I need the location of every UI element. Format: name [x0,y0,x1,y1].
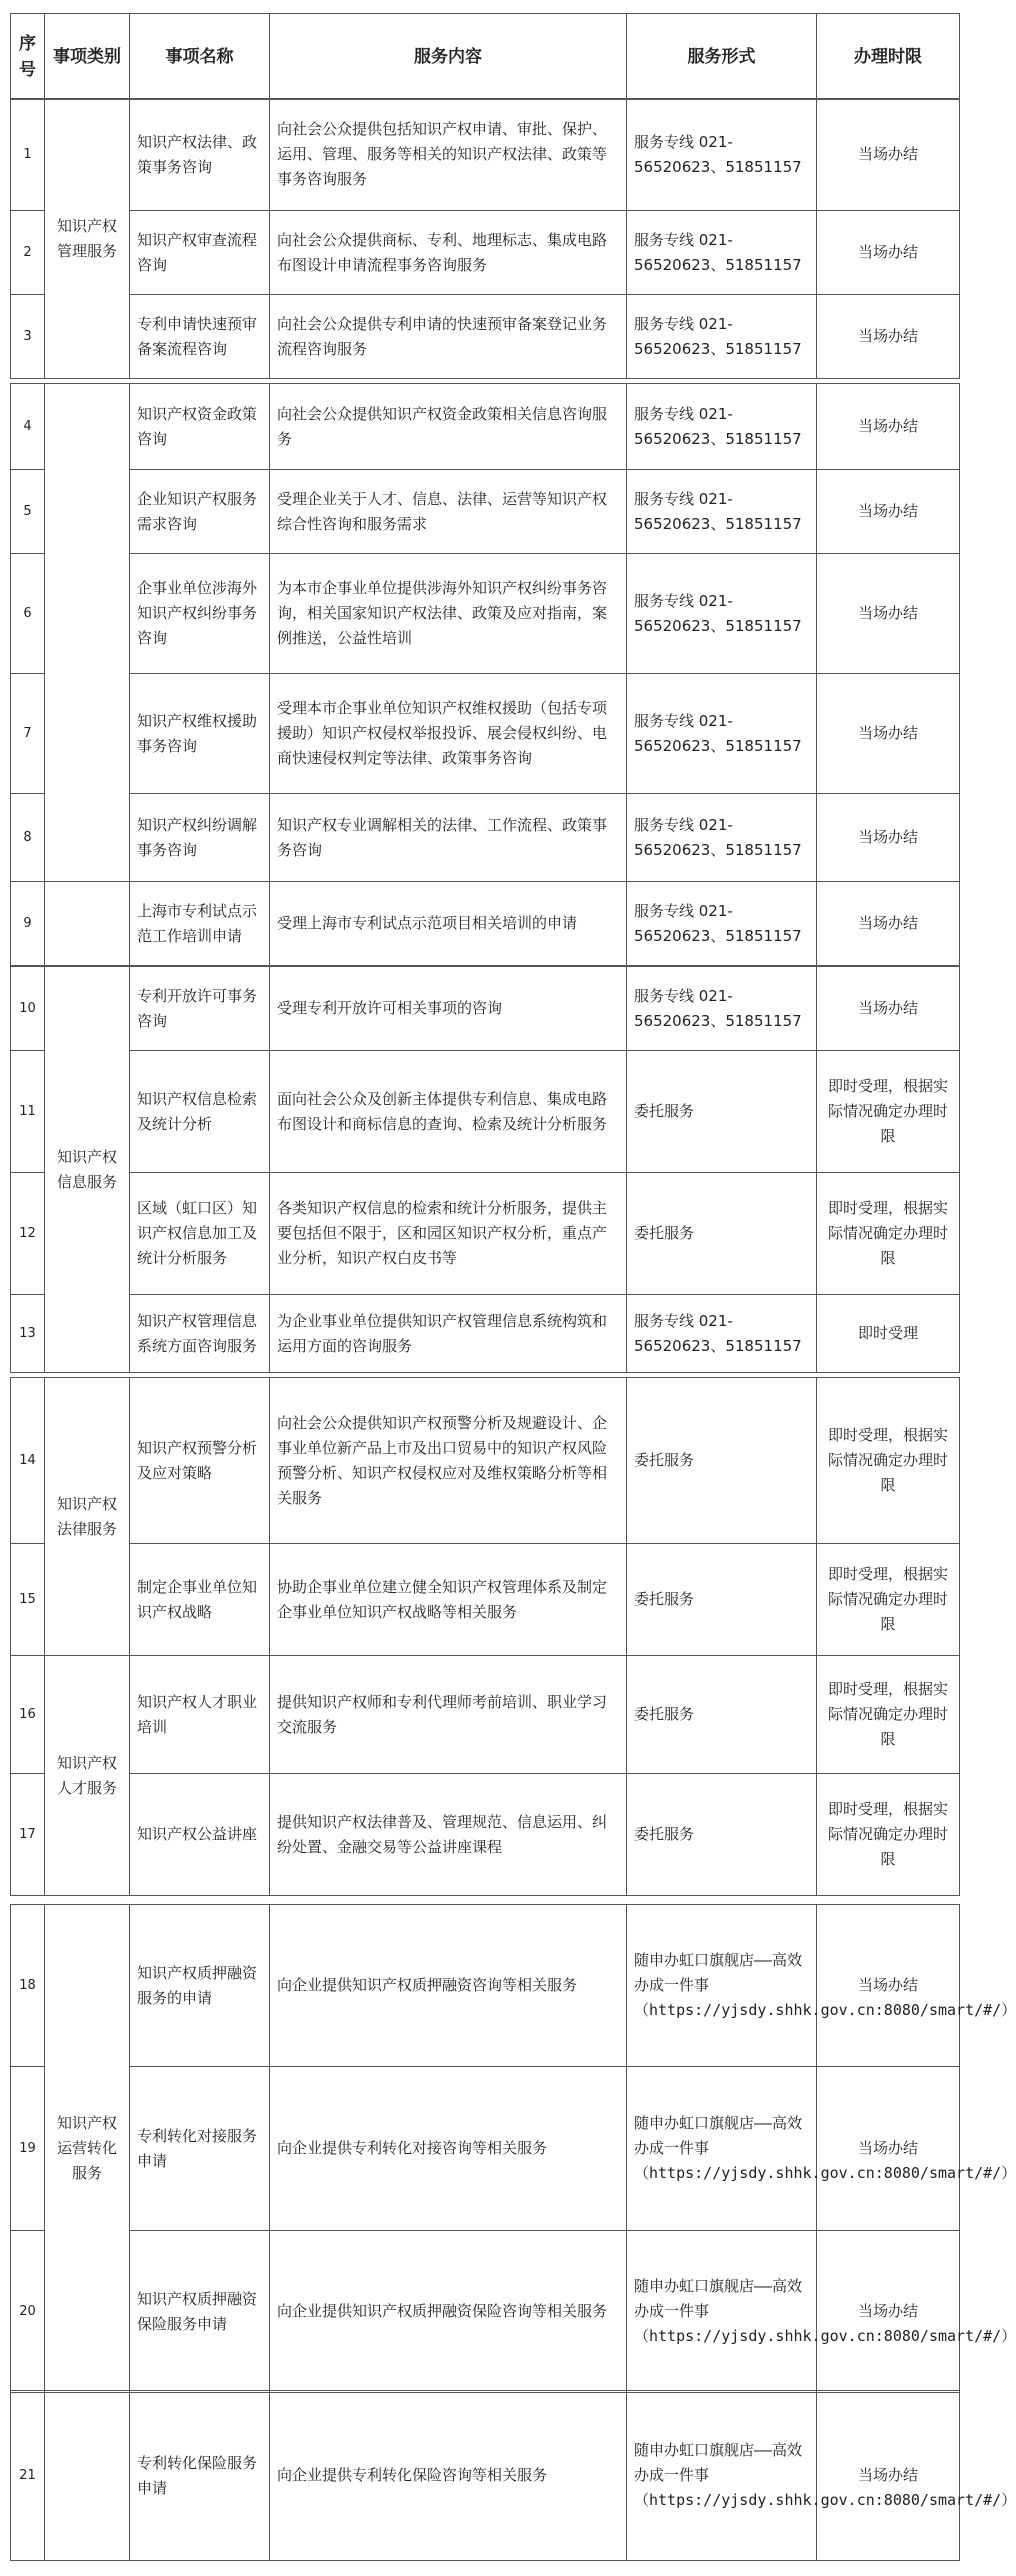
service-form: 服务专线 021-56520623、51851157 [627,794,817,882]
table-row [11,1051,960,1173]
table-row [11,674,960,794]
table-group [10,966,960,1373]
item-name: 上海市专利试点示范工作培训申请 [130,882,270,966]
category-cell [45,384,130,882]
table-row [11,554,960,674]
service-form: 随申办虹口旗舰店——高效办成一件事（https://yjsdy.shhk.gov.cn:8080/smart/#/） [627,1905,817,2067]
service-form: 委托服务 [627,1774,817,1896]
service-content: 向社会公众提供商标、专利、地理标志、集成电路布图设计申请流程事务咨询服务 [270,211,627,295]
row-number: 21 [11,2391,45,2561]
category-cell [45,882,130,966]
table-row [11,882,960,966]
row-number: 11 [11,1051,45,1173]
service-form: 委托服务 [627,1378,817,1544]
category-cell: 知识产权信息服务 [45,967,130,1373]
service-content: 向社会公众提供包括知识产权申请、审批、保护、运用、管理、服务等相关的知识产权法律、政策等事务咨询服务 [270,99,627,211]
service-form: 服务专线 021-56520623、51851157 [627,384,817,470]
header-time: 办理时限 [817,14,960,100]
row-number: 9 [11,882,45,966]
table-row [11,967,960,1051]
table-row [11,211,960,295]
table-group [10,1904,1016,2393]
row-number: 14 [11,1378,45,1544]
item-name: 专利申请快速预审备案流程咨询 [130,295,270,379]
table-row [11,2067,960,2231]
table-row [11,1544,960,1656]
item-name: 知识产权法律、政策事务咨询 [130,99,270,211]
service-content: 受理本市企事业单位知识产权维权援助（包括专项援助）知识产权侵权举报投诉、展会侵权纠纷、电商快速侵权判定等法律、政策事务咨询 [270,674,627,794]
processing-time: 当场办结 [817,794,960,882]
service-form: 服务专线 021-56520623、51851157 [627,470,817,554]
processing-time: 当场办结 [817,1905,960,2067]
item-name: 知识产权维权援助事务咨询 [130,674,270,794]
row-number: 13 [11,1295,45,1373]
service-form: 随申办虹口旗舰店——高效办成一件事（https://yjsdy.shhk.gov.cn:8080/smart/#/） [627,2231,817,2393]
processing-time: 当场办结 [817,554,960,674]
row-number: 3 [11,295,45,379]
service-content: 向企业提供专利转化对接咨询等相关服务 [270,2067,627,2231]
header-category: 事项类别 [45,14,130,100]
item-name: 知识产权审查流程咨询 [130,211,270,295]
row-number: 15 [11,1544,45,1656]
table-row [11,1656,960,1774]
table-group [10,881,960,966]
service-content: 受理专利开放许可相关事项的咨询 [270,967,627,1051]
table-group [10,383,960,882]
service-form: 委托服务 [627,1656,817,1774]
item-name: 专利开放许可事务咨询 [130,967,270,1051]
category-cell: 知识产权法律服务 [45,1378,130,1656]
service-form: 随申办虹口旗舰店——高效办成一件事（https://yjsdy.shhk.gov.cn:8080/smart/#/） [627,2067,817,2231]
table-row [11,1378,960,1544]
service-form: 服务专线 021-56520623、51851157 [627,882,817,966]
service-form: 服务专线 021-56520623、51851157 [627,554,817,674]
processing-time: 当场办结 [817,2231,960,2393]
item-name: 区域（虹口区）知识产权信息加工及统计分析服务 [130,1173,270,1295]
processing-time: 即时受理 [817,1295,960,1373]
service-form: 服务专线 021-56520623、51851157 [627,1295,817,1373]
processing-time: 当场办结 [817,674,960,794]
service-content: 各类知识产权信息的检索和统计分析服务，提供主要包括但不限于，区和园区知识产权分析，重点产业分析，知识产权白皮书等 [270,1173,627,1295]
service-form: 服务专线 021-56520623、51851157 [627,967,817,1051]
service-content: 向企业提供知识产权质押融资保险咨询等相关服务 [270,2231,627,2393]
table-row [11,794,960,882]
processing-time: 当场办结 [817,470,960,554]
table-row [11,1173,960,1295]
row-number: 4 [11,384,45,470]
table-group [10,1655,960,1896]
service-form: 随申办虹口旗舰店——高效办成一件事（https://yjsdy.shhk.gov.cn:8080/smart/#/） [627,2391,817,2561]
table-group [10,98,960,379]
service-form: 服务专线 021-56520623、51851157 [627,295,817,379]
item-name: 知识产权管理信息系统方面咨询服务 [130,1295,270,1373]
row-number: 19 [11,2067,45,2231]
row-number: 10 [11,967,45,1051]
row-number: 5 [11,470,45,554]
table-row [11,1295,960,1373]
row-number: 7 [11,674,45,794]
row-number: 12 [11,1173,45,1295]
processing-time: 当场办结 [817,211,960,295]
item-name: 知识产权人才职业培训 [130,1656,270,1774]
service-content: 为本市企事业单位提供涉海外知识产权纠纷事务咨询，相关国家知识产权法律、政策及应对指南，案例推送，公益性培训 [270,554,627,674]
item-name: 知识产权信息检索及统计分析 [130,1051,270,1173]
processing-time: 当场办结 [817,2067,960,2231]
processing-time: 即时受理，根据实际情况确定办理时限 [817,1774,960,1896]
item-name: 企事业单位涉海外知识产权纠纷事务咨询 [130,554,270,674]
service-content: 向社会公众提供知识产权预警分析及规避设计、企事业单位新产品上市及出口贸易中的知识产权风险预警分析、知识产权侵权应对及维权策略分析等相关服务 [270,1378,627,1544]
table-row [11,2231,960,2393]
row-number: 18 [11,1905,45,2067]
service-form: 服务专线 021-56520623、51851157 [627,674,817,794]
table-group [10,2390,1016,2561]
table-row [11,99,960,211]
service-content: 向社会公众提供知识产权资金政策相关信息咨询服务 [270,384,627,470]
table-row [11,2391,960,2561]
item-name: 制定企事业单位知识产权战略 [130,1544,270,1656]
service-form: 委托服务 [627,1051,817,1173]
processing-time: 即时受理，根据实际情况确定办理时限 [817,1051,960,1173]
item-name: 专利转化保险服务申请 [130,2391,270,2561]
item-name: 专利转化对接服务申请 [130,2067,270,2231]
processing-time: 即时受理，根据实际情况确定办理时限 [817,1544,960,1656]
category-cell: 知识产权人才服务 [45,1656,130,1896]
row-number: 16 [11,1656,45,1774]
service-content: 提供知识产权师和专利代理师考前培训、职业学习交流服务 [270,1656,627,1774]
processing-time: 当场办结 [817,295,960,379]
item-name: 企业知识产权服务需求咨询 [130,470,270,554]
service-content: 受理企业关于人才、信息、法律、运营等知识产权综合性咨询和服务需求 [270,470,627,554]
row-number: 20 [11,2231,45,2393]
category-cell [45,2391,130,2561]
service-content: 提供知识产权法律普及、管理规范、信息运用、纠纷处置、金融交易等公益讲座课程 [270,1774,627,1896]
item-name: 知识产权质押融资保险服务申请 [130,2231,270,2393]
header-form: 服务形式 [627,14,817,100]
service-content: 向社会公众提供专利申请的快速预审备案登记业务流程咨询服务 [270,295,627,379]
row-number: 17 [11,1774,45,1896]
item-name: 知识产权资金政策咨询 [130,384,270,470]
header-content: 服务内容 [270,14,627,100]
row-number: 6 [11,554,45,674]
service-content: 知识产权专业调解相关的法律、工作流程、政策事务咨询 [270,794,627,882]
category-cell: 知识产权运营转化服务 [45,1905,130,2393]
service-content: 受理上海市专利试点示范项目相关培训的申请 [270,882,627,966]
processing-time: 即时受理，根据实际情况确定办理时限 [817,1656,960,1774]
processing-time: 当场办结 [817,2391,960,2561]
processing-time: 即时受理，根据实际情况确定办理时限 [817,1378,960,1544]
table-row [11,384,960,470]
item-name: 知识产权预警分析及应对策略 [130,1378,270,1544]
header-no: 序号 [11,14,45,100]
item-name: 知识产权纠纷调解事务咨询 [130,794,270,882]
processing-time: 即时受理，根据实际情况确定办理时限 [817,1173,960,1295]
table-row [11,1905,960,2067]
service-form: 委托服务 [627,1173,817,1295]
row-number: 1 [11,99,45,211]
table-row [11,295,960,379]
item-name: 知识产权公益讲座 [130,1774,270,1896]
table-row [11,470,960,554]
table-group [10,1377,960,1656]
item-name: 知识产权质押融资服务的申请 [130,1905,270,2067]
service-content: 向企业提供专利转化保险咨询等相关服务 [270,2391,627,2561]
service-form: 服务专线 021-56520623、51851157 [627,211,817,295]
service-form: 服务专线 021-56520623、51851157 [627,99,817,211]
processing-time: 当场办结 [817,384,960,470]
row-number: 2 [11,211,45,295]
service-content: 协助企事业单位建立健全知识产权管理体系及制定企事业单位知识产权战略等相关服务 [270,1544,627,1656]
row-number: 8 [11,794,45,882]
category-cell: 知识产权管理服务 [45,99,130,379]
table-row [11,1774,960,1896]
processing-time: 当场办结 [817,882,960,966]
service-content: 为企业事业单位提供知识产权管理信息系统构筑和运用方面的咨询服务 [270,1295,627,1373]
service-content: 向企业提供知识产权质押融资咨询等相关服务 [270,1905,627,2067]
service-form: 委托服务 [627,1544,817,1656]
service-content: 面向社会公众及创新主体提供专利信息、集成电路布图设计和商标信息的查询、检索及统计分析服务 [270,1051,627,1173]
header-name: 事项名称 [130,14,270,100]
processing-time: 当场办结 [817,99,960,211]
processing-time: 当场办结 [817,967,960,1051]
table-header [10,13,960,100]
